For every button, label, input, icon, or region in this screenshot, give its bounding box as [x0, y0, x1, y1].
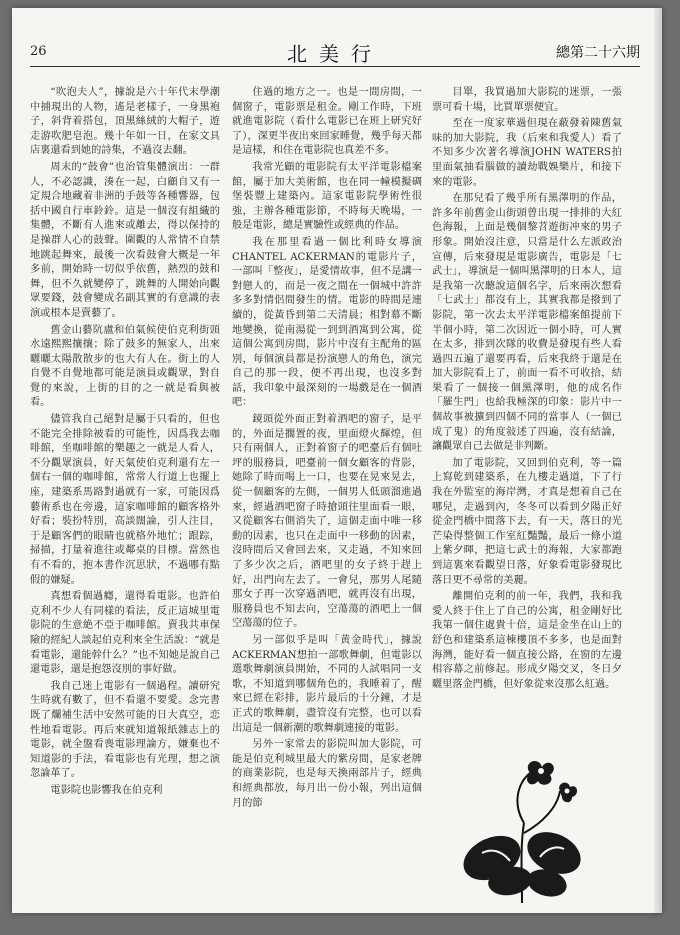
paragraph: 目單，我買過加大影院的迷票，一張票可看十場，比買單票便宜。: [432, 87, 622, 113]
paragraph: 我自己迷上電影有一個過程。讀研究生時就有數了，但不看還不要愛。念完書既了爛補生活中安然可能的日大真空，恋性地看電影。再后來就知道報紙雜志上的電影，就全盤看喪電影理論方，嫌棄也不知道影的手法，看電影也有光理，想之演忽論革了。: [30, 680, 220, 780]
paragraph: 另一部似乎是叫「黄金時代」，據說ACKERMAN想拍一部歌舞劇，但電影以選歌舞劇演員開始，不同的人試唱同一支歌，不知道到哪個角色的，我睡着了，醒來已經在彩排，影片最后的十分鐘，才是正式的歌舞劇，盡管沒有完整，也可以看出這是一個新潮的歌舞劇連接的電影。: [232, 634, 422, 734]
paragraph: 離開伯克利的前一年，我們，我和我愛人終于住上了自己的公寓，租金剛好比我第一個住處貴十倍，這是金坐在山上的舒色和建築系這棟樓頂不多多，也是面對海灣，能好看一個直接公路，在窗的左邊相容幕之前修起。形成夕陽交叉，冬日夕曬里落金門橋，但好象從來沒那么紅過。: [432, 591, 622, 690]
issue-number: 總第二十六期: [556, 45, 640, 61]
page-number: 26: [30, 44, 47, 59]
flower-ornament-icon: [452, 753, 592, 903]
magazine-title: 北美行: [287, 42, 383, 66]
paragraph: 加了電影院，又回到伯克利，等一篇上寫乾到建築系，在九樓走過道，下了行我在外監室的海岸灣，才真是想着自己在哪兒，走過到內，冬冬可以看到夕陽正好從金門橋中間落下去，有一天，落日的光芒染得整個工作室紅豔豔，最后一條小道上紫夕暉，把這七武士的海報，大家都跑到這裏來看觀望日落，好象看電影發現比落日更不尋常的美麗。: [432, 457, 622, 586]
paragraph: 儘管我自己絕對是屬于只看的，但也不能完全排除被看的可能性，因爲我去咖啡館，坐咖啡館的樂趣之一就是人看人，不分觀眾演員，好天氣使伯克利還有左一個右一個的咖啡館，常常人行道上也擺上座，建築系馬路對過就有一家，可能因爲藝術系也在旁邊，這家咖啡館的顧客格外好看；裝扮特別，高談闊論，引人注目，于是顧客們的眼睛也就格外地忙；跟踪，掃描，打量着進往或鄰桌的目標。當然也有不看的，抱本書作沉思狀，不過哪有點假的嫌疑。: [30, 414, 220, 586]
paragraph: 另外一家常去的影院叫加大影院，可能是伯克利城里最大的紫房間，是家老牌的商業影院，也是每天換兩部片子，經典和經典都放，每月出一份小報，列出這個月的節: [232, 739, 422, 809]
page-header: [30, 36, 640, 67]
paragraph: 我在那里看過一個比利時女導演CHANTEL ACKERMAN的電影片子，一部叫「整夜」，是愛情故事，但不是講一對戀人的，而是一夜之間在一個城中許許多多對情侶間發生的情。電影的時間是連續的，從黃昏到第二天清晨；相對幕不斷地變換，從南湯從一到到酒寓到公寓，從這個公寓到房間，影片中沒有主配角的區別，每個演員都是扮演戀人的角色，演完自己的那一段，便不再出現，也沒多對話，我印象中最深刻的一場戲是在一個酒吧：: [232, 236, 422, 409]
paragraph: “吹泡夫人”，據說是六十年代末學潮中捕現出的人物，遙是老樣子，一身黑袍子，斜背着搭包，頂黑絲絨的大帽子，遊走游吹肥皂泡。幾十年如一日，在家文具店裏還看到她的詩集，不過沒去翻。: [30, 87, 220, 157]
paragraph: 鏡頭從外面正對着酒吧的窗子，是平的，外面是擱置的夜，里面燈火輝煌，但只有兩個人，正對着窗子的吧臺后有個吐坪的服務員，吧臺前一個女顧客的背影，她除了時而喝上一口，也要在晃來晃去，從一個顧客的左側，一個男人低頭溜進過來，經過酒吧窗子時搶頭往里面看一眼，又從顧客右側消失了，這個走面中唯一移動的因素，也只在走面中一移動的因素，沒時間后又會回去來，又走過，不知來回了多少次之后，酒吧里的女子終于趕上好，出門向左去了。一會兒，那男人尾隨那女子再一次穿過酒吧，就再沒有出現，服務員也不知去向，空蕩蕩的酒吧上一個空蕩蕩的位子。: [232, 414, 422, 630]
paragraph: 在那兒看了幾乎所有黑澤明的作品，許多年前舊金山街頭曾出現一排排的大紅色海報，上面是幾個黎苕遊街冲來的男子形象。開始沒注意，只當是什么左派政治宣傳，后來發現是電影廣告，電影是「七武士」，導演是一個叫黑澤明的日本人，這是我第一次聽說這個名字，后來兩次想看「七武士」都沒有上，其實我都是撥到了影院，第一次去太平洋電影檔案館提前下半個小時，第二次因近一個小時，可人實在太多，排到次隊的收費是發現有些人看過四五遍了還要再看，后來我終于還是在加大影院看上了，前面一看不可收拾，結果看了一個接一個黑澤明，他的成名作「羅生門」也給我極深的印象：影片中一個故事被擴到四個不同的當事人（一個已成了鬼）的角度敍述了四遍，沒有結論，讓觀眾自己去做是非判斷。: [432, 193, 622, 453]
paragraph: 住過的地方之一。也是一間房間，一個窗子，電影票是租金。剛工作時，下班就進電影院（看什么電影已在班上研究好了），深更半夜出來回家睡覺，幾乎每天都是這樣，和住在電影院也真差不多。: [232, 87, 422, 157]
paragraph: 真想看個過癮，還得看電影。也許伯克利不少人有同樣的看法，反正這城里電影院的生意絶不亞于咖啡館。賣我共車保險的經紀人談起伯克利來全生活說：“就是看電影，還能幹什么？”也不知她是說自己還電影，還是抱怨沒別的事好做。: [30, 591, 220, 676]
text-column-3: [432, 86, 622, 746]
paragraph: 周末的“鼓會”也治管集體演出：一群人，不必認識，湊在一起，白顧自又有一定規合地藏着非洲的手鼓等各種響器，包括中國自行車鈴鈴。這是一個沒有組織的集體，不斷有人進來或離去，得以保持的是操群人心的鼓聲。圍觀的人常情不自禁地跳起舞來，最後一次看鼓會大概是一年多前，開始時一切似乎依舊，熱烈的鼓和舞，但不久就變停了，跳舞的人開始向觀眾要錢，鼓會變成名副其實的有意識的表演或根本是賣藝了。: [30, 161, 220, 319]
page-edge: [654, 8, 662, 913]
paragraph: 至在一度家華過但現在蔽發着陳舊氣味的加大影院，我（后來和我愛人）看了不知多少次著名導演JOHN WATERS拍里面氣抽看腦做的讀劫戰娛樂片，和接下來的電影。: [432, 118, 622, 188]
paragraph: 舊金山藝阬盧和伯氣候使伯克利街頭水遠熙熙攘攘；除了鼓多的無家人，出來曬曬太陽散散步的也大有人在。街上的人自覺不自覺地都可能是演員或觀眾，對自覺的來說，上街的目的之一就是看與被看。: [30, 324, 220, 409]
paragraph: 我常光顧的電影院有太平洋電影檔案館，屬于加大美術館，也在同一幢模擬碉堡裝豐上建築內。這家電影院學術性很強，主辦各種電影節，不時每天晚場，一般是電影，總是實驗性或經典的作品。: [232, 161, 422, 232]
text-column-1: [30, 86, 220, 876]
text-column-2: [232, 86, 422, 876]
magazine-page: [12, 8, 662, 913]
paragraph: 電影院也影響我在伯克利: [50, 784, 163, 796]
